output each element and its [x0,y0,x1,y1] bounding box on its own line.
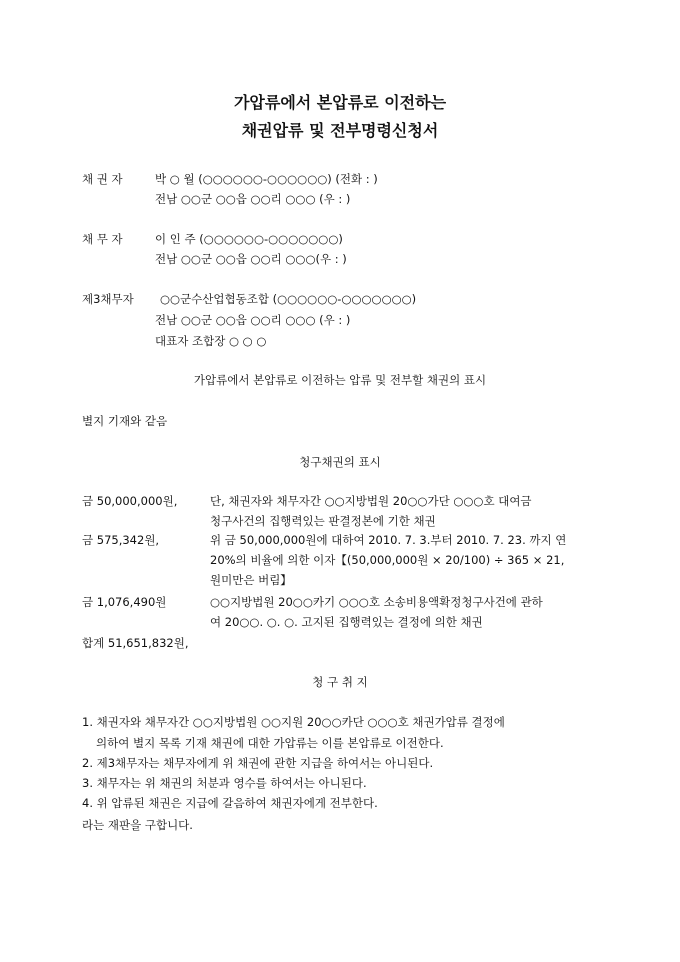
purpose-item-1-line2: 의하여 별지 목록 기재 채권에 대한 가압류는 이를 본압류로 이전한다. [96,736,444,750]
third-debtor-address: 전남 ○○군 ○○읍 ○○리 ○○○ (우 : ) [155,313,351,327]
claim-amount-3: 금 1,076,490원 [82,595,167,609]
third-debtor-label: 제3채무자 [82,292,134,306]
purpose-closing: 라는 재판을 구합니다. [82,818,193,832]
claim-total: 합계 51,651,832원, [82,636,189,650]
purpose-item-3: 3. 채무자는 위 채권의 처분과 영수를 하여서는 아니된다. [82,776,367,790]
document-title-line2: 채권압류 및 전부명령신청서 [241,121,439,140]
creditor-label: 채 권 자 [82,172,123,186]
debtor-name: 이 인 주 (○○○○○○-○○○○○○○) [155,232,343,246]
claim-desc-3-line2: 여 20○○. ○. ○. 고지된 집행력있는 결정에 의한 채권 [210,615,483,629]
third-debtor-representative: 대표자 조합장 ○ ○ ○ [155,334,267,348]
claim-desc-2-line1: 위 금 50,000,000원에 대하여 2010. 7. 3.부터 2010. 7. 23. 까지 연 [210,533,567,547]
claim-desc-3-line1: ○○지방법원 20○○카기 ○○○호 소송비용액확정청구사건에 관하 [210,595,543,609]
claim-desc-1-line2: 청구사건의 집행력있는 판결정본에 기한 채권 [210,514,436,528]
claim-amount-1: 금 50,000,000원, [82,494,178,508]
document-title-line1: 가압류에서 본압류로 이전하는 [233,93,447,112]
seized-claims-body: 별지 기재와 같음 [82,414,168,428]
purpose-item-1-line1: 1. 채권자와 채무자간 ○○지방법원 ○○지원 20○○카단 ○○○호 채권가압류 결정에 [82,715,505,729]
creditor-name: 박 ○ 월 (○○○○○○-○○○○○○) (전화 : ) [155,172,378,186]
claim-desc-2-line3: 원미만은 버림】 [210,573,292,587]
seized-claims-heading: 가압류에서 본압류로 이전하는 압류 및 전부할 채권의 표시 [193,373,487,387]
debtor-label: 채 무 자 [82,232,123,246]
claim-desc-1-line1: 단, 채권자와 채무자간 ○○지방법원 20○○가단 ○○○호 대여금 [210,494,532,508]
third-debtor-name: ○○군수산업협동조합 (○○○○○○-○○○○○○○) [160,292,417,306]
claim-heading: 청구채권의 표시 [299,455,381,469]
purpose-item-4: 4. 위 압류된 채권은 지급에 갈음하여 채권자에게 전부한다. [82,796,378,810]
creditor-address: 전남 ○○군 ○○읍 ○○리 ○○○ (우 : ) [155,192,351,206]
claim-desc-2-line2: 20%의 비율에 의한 이자【(50,000,000원 × 20/100) ÷ 365 × 21, [210,553,565,567]
purpose-heading: 청 구 취 지 [312,675,368,689]
claim-amount-2: 금 575,342원, [82,533,160,547]
purpose-item-2: 2. 제3채무자는 채무자에게 위 채권에 관한 지급을 하여서는 아니된다. [82,756,434,770]
debtor-address: 전남 ○○군 ○○읍 ○○리 ○○○(우 : ) [155,252,347,266]
